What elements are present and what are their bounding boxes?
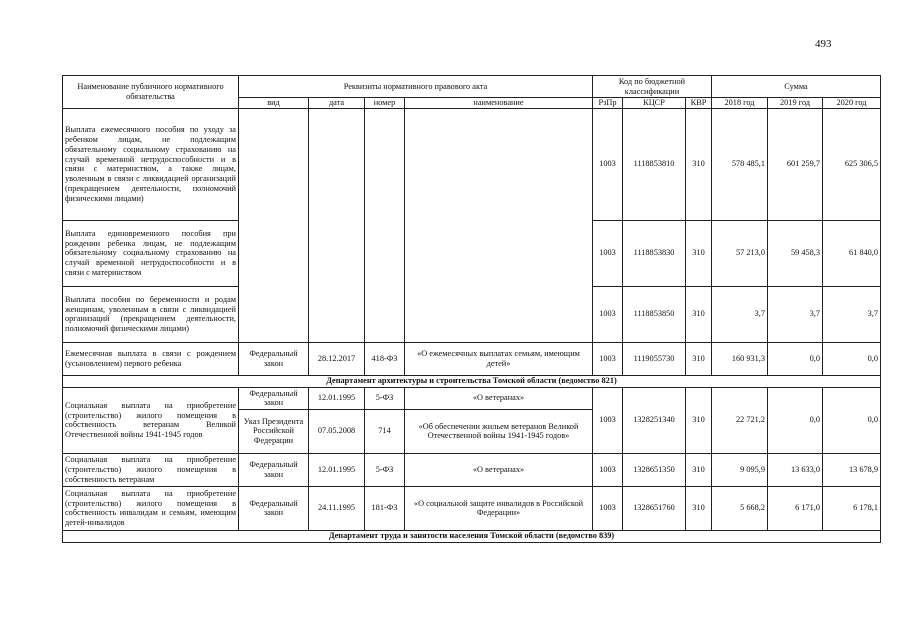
row-title: «О социальной защите инвалидов в Российской Федерации» (405, 486, 593, 530)
empty-cell (309, 108, 365, 342)
table-row (63, 453, 881, 486)
row-2018: 3,7 (712, 286, 768, 342)
table-row (63, 342, 881, 375)
row-2019: 3,7 (768, 286, 823, 342)
row-2018: 578 485,1 (712, 108, 768, 220)
empty-cell (239, 108, 309, 342)
row-name: Выплата пособия по беременности и родам женщинам, уволенным в связи с ликвидацией организаций (прекращением деятельности, полномочий физическими лицами) (63, 286, 239, 342)
row-kcsr: 1328651760 (623, 486, 686, 530)
header-2018: 2018 год (712, 98, 768, 109)
row-rzpr: 1003 (593, 453, 623, 486)
row-date: 07.05.2008 (309, 409, 365, 453)
budget-table (62, 75, 881, 543)
row-kvr: 310 (686, 453, 712, 486)
row-number: 5-ФЗ (365, 453, 405, 486)
header-rzpr: РзПр (593, 98, 623, 109)
page-number: 493 (815, 38, 832, 50)
row-number: 418-ФЗ (365, 342, 405, 375)
row-kcsr: 1118853850 (623, 286, 686, 342)
row-2018: 9 095,9 (712, 453, 768, 486)
row-kcsr: 1328651350 (623, 453, 686, 486)
row-kcsr: 1328251340 (623, 387, 686, 453)
row-rzpr: 1003 (593, 286, 623, 342)
row-rzpr: 1003 (593, 108, 623, 220)
table-row (63, 108, 881, 220)
row-number: 181-ФЗ (365, 486, 405, 530)
row-2019: 601 259,7 (768, 108, 823, 220)
department-row (63, 375, 881, 387)
row-date: 12.01.1995 (309, 453, 365, 486)
header-2019: 2019 год (768, 98, 823, 109)
row-name: Социальная выплата на приобретение (строительство) жилого помещения в собственность инвалидам и семьям, имеющим детей-инвалидов (63, 486, 239, 530)
row-name: Выплата единовременного пособия при рождении ребенка лицам, не подлежащим обязательному социальному страхованию на случай временной нетрудоспособности и в связи с материнством (63, 220, 239, 286)
row-title: «О ежемесячных выплатах семьям, имеющим детей» (405, 342, 593, 375)
table-row (63, 486, 881, 530)
header-name: Наименование публичного нормативного обязательства (63, 76, 239, 109)
row-vid: Федеральный закон (239, 453, 309, 486)
row-kvr: 310 (686, 108, 712, 220)
table-row (63, 387, 881, 409)
row-rzpr: 1003 (593, 387, 623, 453)
row-2019: 59 458,3 (768, 220, 823, 286)
row-2018: 160 931,3 (712, 342, 768, 375)
row-2018: 5 668,2 (712, 486, 768, 530)
row-kvr: 310 (686, 486, 712, 530)
row-rzpr: 1003 (593, 342, 623, 375)
row-rzpr: 1003 (593, 220, 623, 286)
header-code: Код по бюджетной классификации (593, 76, 712, 98)
row-2019: 13 633,0 (768, 453, 823, 486)
row-kvr: 310 (686, 220, 712, 286)
row-2018: 22 721,2 (712, 387, 768, 453)
row-title: «Об обеспечении жильем ветеранов Великой Отечественной войны 1941-1945 годов» (405, 409, 593, 453)
row-kvr: 310 (686, 286, 712, 342)
department-title: Департамент архитектуры и строительства Томской области (ведомство 821) (63, 375, 881, 387)
row-name: Социальная выплата на приобретение (строительство) жилого помещения в собственность ветеранам (63, 453, 239, 486)
row-kvr: 310 (686, 342, 712, 375)
row-date: 24.11.1995 (309, 486, 365, 530)
header-vid: вид (239, 98, 309, 109)
header-act: Реквизиты нормативного правового акта (239, 76, 593, 98)
empty-cell (405, 108, 593, 342)
row-2020: 0,0 (823, 342, 881, 375)
row-2020: 3,7 (823, 286, 881, 342)
row-kcsr: 1118853830 (623, 220, 686, 286)
row-vid: Федеральный закон (239, 342, 309, 375)
row-rzpr: 1003 (593, 486, 623, 530)
row-name: Ежемесячная выплата в связи с рождением (усыновлением) первого ребенка (63, 342, 239, 375)
header-title: наименование (405, 98, 593, 109)
row-number: 5-ФЗ (365, 387, 405, 409)
empty-cell (365, 108, 405, 342)
row-title: «О ветеранах» (405, 387, 593, 409)
row-2020: 61 840,0 (823, 220, 881, 286)
row-2019: 0,0 (768, 387, 823, 453)
header-2020: 2020 год (823, 98, 881, 109)
row-kvr: 310 (686, 387, 712, 453)
row-2019: 6 171,0 (768, 486, 823, 530)
header-sum: Сумма (712, 76, 881, 98)
department-title: Департамент труда и занятости населения Томской области (ведомство 839) (63, 530, 881, 542)
row-kcsr: 1119055730 (623, 342, 686, 375)
row-2020: 0,0 (823, 387, 881, 453)
header-kcsr: КЦСР (623, 98, 686, 109)
row-name: Выплата ежемесячного пособия по уходу за ребенком лицам, не подлежащим обязательному социальному страхованию на случай временной нетрудоспособности и в связи с материнством, а также лицам, уволенным в связи с ликвидацией организаций (прекращением деятельности, полномочий физическими лицами) (63, 108, 239, 220)
row-name: Социальная выплата на приобретение (строительство) жилого помещения в собственность ветеранам Великой Отечественной войны 1941-1945 годов (63, 387, 239, 453)
header-row (63, 76, 881, 98)
row-2020: 6 178,1 (823, 486, 881, 530)
row-2020: 13 678,9 (823, 453, 881, 486)
row-2020: 625 306,5 (823, 108, 881, 220)
row-vid: Федеральный закон (239, 387, 309, 409)
row-number: 714 (365, 409, 405, 453)
row-kcsr: 1118853810 (623, 108, 686, 220)
row-vid: Федеральный закон (239, 486, 309, 530)
header-date: дата (309, 98, 365, 109)
row-date: 28.12.2017 (309, 342, 365, 375)
row-date: 12.01.1995 (309, 387, 365, 409)
row-vid: Указ Президента Российской Федерации (239, 409, 309, 453)
row-title: «О ветеранах» (405, 453, 593, 486)
header-number: номер (365, 98, 405, 109)
row-2019: 0,0 (768, 342, 823, 375)
header-kvr: КВР (686, 98, 712, 109)
department-row (63, 530, 881, 542)
row-2018: 57 213,0 (712, 220, 768, 286)
